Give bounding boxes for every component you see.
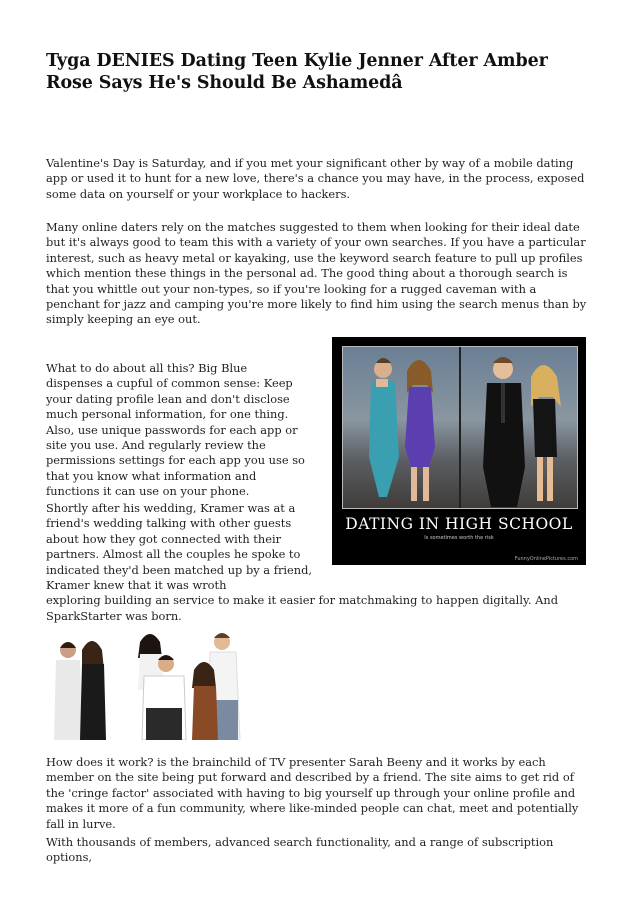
poster-subcaption: Is sometimes worth the risk xyxy=(424,535,494,541)
paragraph-1: Valentine's Day is Saturday, and if you met your significant other by way of a mobile dating app or used it to hunt for a new love, there's a chance you may have, in the process, exposed some data on yourself or your workplace to hackers. xyxy=(46,156,585,201)
poster-photo xyxy=(342,346,578,509)
paragraph-4-wide: exploring building an service to make it easier for matchmaking to happen digitally. And SparkStarter was born. xyxy=(46,593,558,623)
article xyxy=(46,50,590,865)
poster-credit: FunnyOnlinePictures.com xyxy=(514,556,578,562)
paragraph-5: How does it work? is the brainchild of TV presenter Sarah Beeny and it works by each member on the site being put forward and described by a friend. The site aims to get rid of the 'cringe factor' associated with having to big yourself up through your online profile and makes it more of a fun community, where like-minded people can chat, meet and potentially fall in lurve. xyxy=(46,755,579,831)
paragraph-4-narrow: Shortly after his wedding, Kramer was at a friend's wedding talking with other guests about how they got connected with their partners. Almost all the couples he spoke to indicated they'd been matched up by a friend, Kramer knew that it was wroth xyxy=(46,501,313,593)
poster-people-illustration xyxy=(343,347,577,508)
paragraph-6: With thousands of members, advanced search functionality, and a range of subscription options, xyxy=(46,835,554,865)
couples-photo xyxy=(46,630,262,740)
paragraph-4-text xyxy=(46,501,590,624)
couples-illustration xyxy=(46,630,262,740)
article-title: Tyga DENIES Dating Teen Kylie Jenner After Amber Rose Says He's Should Be Ashamedâ xyxy=(46,51,548,93)
paragraph-3: What to do about all this? Big Blue dispenses a cupful of common sense: Keep your dating profile lean and don't disclose much personal information, for one thing. Also, use unique passwords for each app or site you use. And regularly review the permissions settings for each app you use so that you know what information and functions it can use on your phone. xyxy=(46,361,305,499)
paragraph-2: Many online daters rely on the matches suggested to them when looking for their ideal date but it's always good to team this with a variety of your own searches. If you have a particular interest, such as heavy metal or kayaking, use the keyword search feature to pull up profiles which mention these things in the personal ad. The good thing about a thorough search is that you whittle out your non-types, so if you're looking for a rugged caveman with a penchant for jazz and camping you're more likely to find him using the search menus than by simply keeping an eye out. xyxy=(46,220,587,327)
paragraph-4 xyxy=(46,501,590,624)
poster-caption: DATING IN HIGH SCHOOL xyxy=(345,515,573,533)
